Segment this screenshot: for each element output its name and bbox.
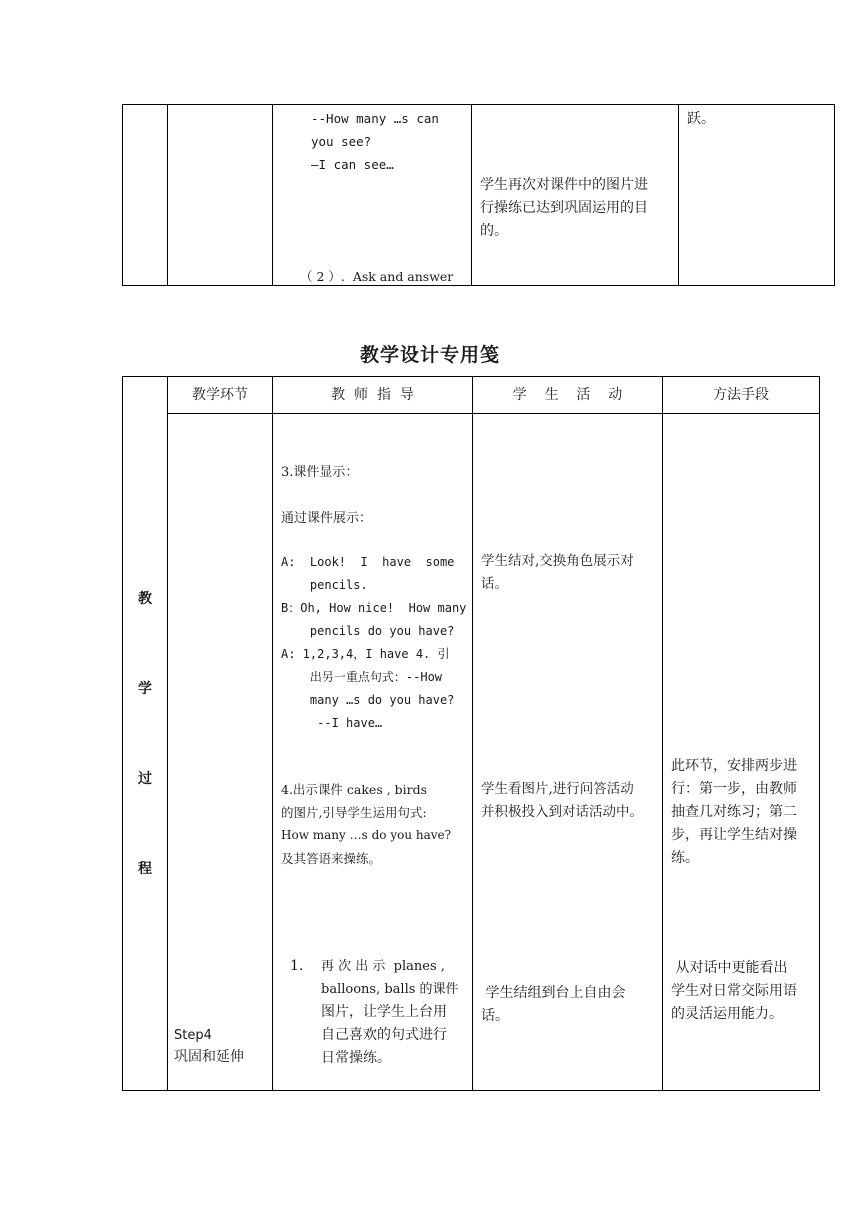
- header-method: 方法手段: [713, 387, 769, 403]
- teacher-line: balloons, balls 的课件: [321, 982, 459, 997]
- method-line: 此环节，安排两步进: [671, 758, 797, 774]
- teacher-line: --I have…: [281, 716, 383, 730]
- method-line: 步，再让学生结对操: [671, 827, 797, 843]
- teacher-line: A: 1,2,3,4，I have 4. 引: [281, 647, 450, 661]
- teacher-list-number: 1.: [290, 958, 304, 974]
- teacher-line: 自己喜欢的句式进行: [321, 1027, 447, 1043]
- student-line: 学生结对,交换角色展示对: [481, 553, 634, 569]
- step-label: 巩固和延伸: [174, 1049, 244, 1065]
- continuation-student-line: 行操练已达到巩固运用的目: [480, 200, 648, 216]
- student-line: 并积极投入到对话活动中。: [481, 804, 643, 820]
- continuation-teacher-line: --How many …s can: [311, 111, 439, 126]
- method-line: 行：第一步，由教师: [671, 781, 797, 797]
- teacher-line: pencils do you have?: [281, 624, 455, 638]
- continuation-method-text: 跃。: [687, 111, 715, 127]
- method-line: 练。: [671, 850, 699, 866]
- student-line: 话。: [481, 576, 508, 592]
- side-label-char: 程: [138, 861, 152, 877]
- teacher-line: 出另一重点句式：--How: [281, 670, 443, 684]
- side-label-char: 学: [138, 681, 152, 697]
- teacher-line: A: Look! I have some: [281, 555, 455, 569]
- header-step: 教学环节: [192, 387, 248, 403]
- teacher-line: many …s do you have?: [281, 693, 455, 707]
- side-label-char: 教: [138, 591, 152, 607]
- teacher-line: 3.课件显示：: [281, 465, 359, 480]
- header-teacher: 教 师 指 导: [331, 387, 414, 403]
- continuation-teacher-line: —I can see…: [311, 157, 394, 172]
- header-student: 学 生 活 动: [512, 387, 623, 403]
- teacher-line: 的图片,引导学生运用句式:: [281, 805, 427, 820]
- teacher-line: pencils.: [281, 578, 368, 592]
- student-line: 学生看图片,进行问答活动: [481, 781, 634, 797]
- side-label-char: 过: [138, 771, 152, 787]
- method-line: 学生对日常交际用语: [671, 983, 797, 999]
- page-title: 教学设计专用笺: [359, 344, 500, 366]
- continuation-teacher-line: you see?: [311, 134, 372, 149]
- continuation-student-line: 的。: [480, 223, 508, 239]
- continuation-teacher-bottom: （ 2 ）. Ask and answer: [300, 269, 454, 284]
- teacher-line: How many …s do you have?: [281, 828, 452, 842]
- teacher-line: 4.出示课件 cakes , birds: [281, 782, 428, 797]
- teacher-line: 图片，让学生上台用: [321, 1004, 447, 1020]
- method-line: 从对话中更能看出: [671, 960, 788, 976]
- student-line: 话。: [481, 1008, 509, 1024]
- teacher-line: B：Oh, How nice! How many: [281, 601, 467, 615]
- teacher-line: 再 次 出 示 planes ,: [321, 959, 445, 974]
- continuation-student-line: 学生再次对课件中的图片进: [480, 177, 648, 193]
- method-line: 抽查几对练习；第二: [671, 804, 797, 820]
- method-line: 的灵活运用能力。: [671, 1006, 783, 1022]
- step-label: Step4: [174, 1028, 212, 1043]
- student-line: 学生结组到台上自由会: [481, 985, 626, 1001]
- teacher-line: 日常操练。: [321, 1050, 391, 1066]
- teacher-line: 通过课件展示：: [281, 511, 373, 526]
- teacher-line: 及其答语来操练。: [281, 851, 382, 866]
